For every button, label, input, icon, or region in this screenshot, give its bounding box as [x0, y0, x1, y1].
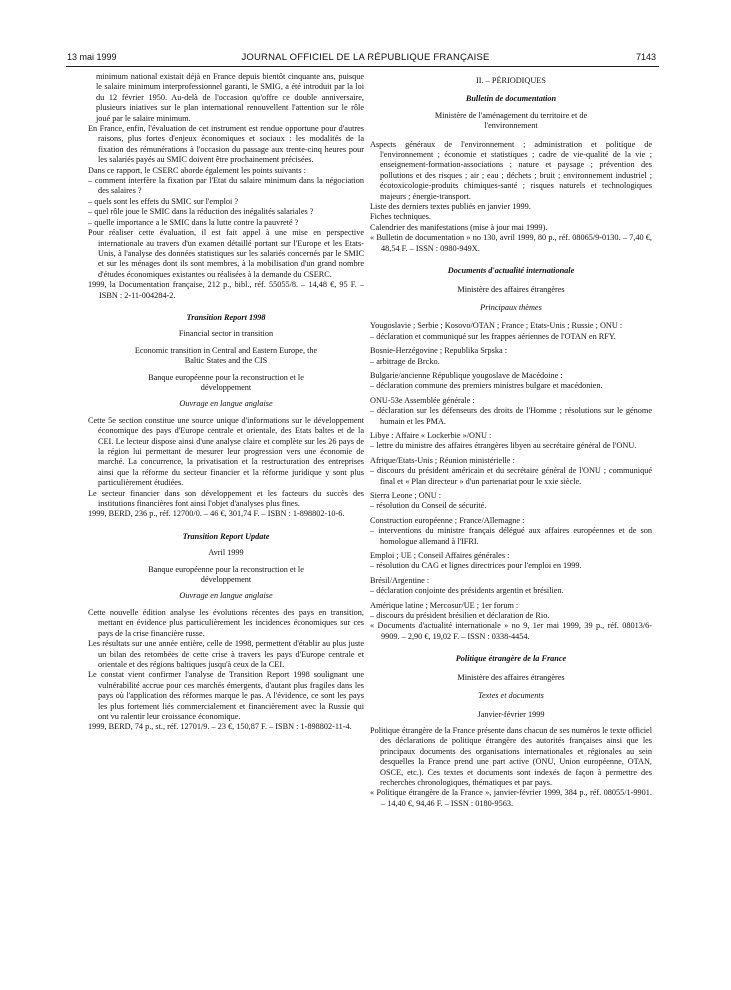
paragraph: Pour réaliser cette évaluation, il est fait appel à une mise en perspective internationale au travers d'un examen détaillé portant sur l'Europe et les Etats-Unis, à l'analyse des données statistiques sur les salariés concernés par le SMIC et sur les ménages dont ils sont membres, à la mobilisation d'un grand nombre d'études économiques existantes ou réalisées à la demande du CSERC.	[88, 228, 364, 279]
reference: « Bulletin de documentation » no 130, avril 1999, 80 p., réf. 08065/9-0130. – 7,40 €, 48,54 F. – ISSN : 0980-949X.	[370, 233, 652, 253]
themes-heading: Principaux thèmes	[480, 302, 542, 312]
language-note: Ouvrage en langue anglaise	[179, 591, 273, 601]
paragraph: Le constat vient confirmer l'analyse de Transition Report 1998 soulignant une vulnérabilité accrue pour ces marchés émergents, d'autant plus fragiles dans les pays où l'application des réformes marque le pas. A l'évidence, ce sont les pays les plus fortement liés commercialement et financièrement avec la Russie qui ont vu ralentir leur croissance économique.	[88, 670, 364, 721]
reference: « Documents d'actualité internationale » no 9, 1er mai 1999, 39 p., réf. 08013/6-9909. – 2,90 €, 19,02 F. – ISSN : 0338-4454.	[370, 621, 652, 641]
theme-item: – résolution du CAG et lignes directrices pour l'emploi en 1999.	[370, 561, 582, 571]
reference: 1999, BERD, 236 p., réf. 12700/0. – 46 €, 301,74 F. – ISBN : 1-898802-10-6.	[88, 509, 345, 519]
theme: Bosnie-Herzégovine ; Republika Srpska :	[370, 346, 508, 356]
paragraph: Cette 5e section constitue une source unique d'informations sur le développement économique des pays d'Europe centrale et orientale, des Etats baltes et de la CEI. Le lecteur dispose ainsi d'une analyse claire et complète sur les 26 pays de la région lui permettant de mesurer leur progression vers une économie de marché. La concurrence, la privatisation et la restructuration des entreprises ainsi que la réforme du secteur financier et la réforme juridique y sont plus particulièrement étudiées.	[88, 415, 364, 488]
header-date: 13 mai 1999	[67, 52, 117, 62]
publisher: Banque européenne pour la reconstruction et le développement	[148, 564, 304, 585]
question-item: – quel rôle joue le SMIC dans la réduction des inégalités salariales ?	[88, 207, 314, 217]
question-item: – comment interfère la fixation par l'Etat du salaire minimum dans la négociation des salaires ?	[88, 176, 364, 196]
theme-item: – interventions du ministre français délégué aux affaires européennes et de son homologue allemand à l'IFRI.	[370, 526, 652, 546]
theme: Construction européenne ; France/Allemagne :	[370, 515, 525, 525]
theme: Sierra Leone ; ONU :	[370, 491, 442, 500]
theme-item: – discours du président américain et du secrétaire général de l'ONU ; communiqué final et « Plan directeur » d'un partenariat pour le xxie siècle.	[370, 466, 652, 486]
theme-item: – déclaration commune des premiers ministres bulgare et macédonien.	[370, 381, 603, 391]
theme: ONU-53e Assemblée générale :	[370, 395, 475, 405]
publication-subtitle: Economic transition in Central and Eastern Europe, the Baltic States and the CIS	[134, 345, 318, 366]
publication-title: Transition Report 1998	[186, 312, 266, 322]
list-item: Liste des derniers textes publiés en janvier 1999.	[370, 202, 531, 212]
page-number: 7143	[635, 52, 656, 62]
publication-subtitle: Textes et documents	[478, 691, 544, 701]
paragraph: Cette nouvelle édition analyse les évolutions récentes des pays en transition, mettant en évidence plus particulièrement les incidences économiques sur ces pays de la crise financière russe.	[88, 607, 364, 638]
theme-item: – déclaration et communiqué sur les frappes aériennes de l'OTAN en RFY.	[370, 331, 616, 341]
section-heading: II. – PÉRIODIQUES	[476, 76, 546, 85]
theme: Libye : Affaire « Lockerbie »/ONU :	[370, 430, 492, 440]
theme: Yougoslavie ; Serbie ; Kosovo/OTAN ; France ; Etats-Unis ; Russie ; ONU :	[370, 321, 623, 331]
reference: « Politique étrangère de la France », janvier-février 1999, 384 p., réf. 08055/1-9901. – 14,40 €, 94,46 F. – ISSN : 0180-9563.	[370, 788, 652, 808]
theme-item: – discours du président brésilien et déclaration de Rio.	[370, 611, 550, 621]
left-column	[88, 72, 364, 733]
paragraph: minimum national existait déjà en France depuis bientôt cinquante ans, puisque le salaire minimum interprofessionnel garanti, le SMIG, a été introduit par la loi du 12 février 1950. Au-delà de l'occasion qu'offre ce double anniversaire, plusieurs iniatives sur le plan international renouvellent l'attention sur le rôle joué par le salaire minimum.	[96, 72, 364, 123]
publication-title: Bulletin de documentation	[465, 94, 557, 104]
header-rule	[66, 66, 659, 67]
question-item: – quels sont les effets du SMIC sur l'emploi ?	[88, 196, 239, 206]
theme-item: – arbitrage de Brcko.	[370, 356, 440, 366]
theme-item: – lettre du ministre des affaires étrangères libyen au secrétaire général de l'ONU.	[370, 441, 637, 451]
ministry: Ministère de l'aménagement du territoire et de l'environnement	[434, 110, 588, 131]
theme: Bulgarie/ancienne République yougoslave de Macédoine :	[370, 370, 563, 380]
paragraph: Dans ce rapport, le CSERC aborde également les points suivants :	[88, 165, 306, 175]
publisher: Banque européenne pour la reconstruction et le développement	[148, 372, 304, 392]
publication-date: Janvier-février 1999	[477, 709, 545, 719]
theme: Brésil/Argentine :	[370, 575, 430, 585]
language-note: Ouvrage en langue anglaise	[179, 399, 273, 409]
publication-title: Documents d'actualité internationale	[447, 266, 575, 276]
question-item: – quelle importance a le SMIC dans la lutte contre la pauvreté ?	[88, 217, 299, 227]
ministry: Ministère des affaires étrangères	[457, 284, 565, 294]
reference: 1999, BERD, 74 p., st., réf. 12701/9. – 23 €, 150,87 F. – ISBN : 1-898802-11-4.	[88, 722, 352, 732]
right-column	[370, 72, 652, 809]
reference: 1999, la Documentation française, 212 p., bibl., réf. 55055/8. – 14,48 €, 95 F. – ISBN : 2-11-004284-2.	[88, 280, 364, 300]
paragraph: Le secteur financier dans son développement et les facteurs du succès des institutions financières font ainsi l'objet d'analyses plus fines.	[88, 488, 364, 509]
theme-item: – déclaration sur les défenseurs des droits de l'Homme ; résolutions sur le génome humain et les PMA.	[370, 406, 652, 426]
paragraph: Politique étrangère de la France présente dans chacun de ses numéros le texte officiel des déclarations de politique étrangère des autorités françaises ainsi que les principaux documents des organisations internationales et régionales au sein desquelles la France prend une part active (ONU, Union européenne, OTAN, OSCE, etc.). Ces textes et documents sont indexés de façon à permettre des recherches chronologiques, thématiques et par pays.	[370, 725, 652, 787]
theme-item: – déclaration conjointe des présidents argentin et brésilien.	[370, 586, 564, 596]
theme-item: – résolution du Conseil de sécurité.	[370, 501, 487, 511]
list-item: Fiches techniques.	[370, 212, 431, 222]
list-item: Calendrier des manifestations (mise à jour mai 1999).	[370, 222, 548, 232]
theme: Emploi ; UE ; Conseil Affaires générales :	[370, 551, 510, 561]
publication-title: Politique étrangère de la France	[455, 654, 567, 664]
theme: Amérique latine ; Mercosur/UE ; 1er forum :	[370, 600, 519, 610]
theme: Afrique/Etats-Unis ; Réunion ministérielle :	[370, 455, 515, 465]
paragraph: En France, enfin, l'évaluation de cet instrument est rendue opportune pour d'autres raisons, plus fortes d'enjeux économiques et sociaux : les modalités de la fixation des rémunérations à l'occasion du passage aux trente-cinq heures pour les salariés payés au SMIC doivent être prochainement précisées.	[88, 124, 364, 165]
journal-title: JOURNAL OFFICIEL DE LA RÉPUBLIQUE FRANÇAISE	[241, 52, 490, 63]
publication-date: Avril 1999	[208, 548, 244, 558]
publication-title: Transition Report Update	[182, 531, 270, 541]
paragraph: Les résultats sur une année entière, celle de 1998, permettent d'établir au plus juste un bilan des retombées de cette crise à travers les pays d'Europe centrale et orientale et des régions baltiques jusqu'à ceux de la CEI.	[88, 639, 364, 669]
ministry: Ministère des affaires étrangères	[457, 672, 565, 682]
publication-subtitle: Financial sector in transition	[178, 329, 274, 339]
paragraph: Aspects généraux de l'environnement ; administration et politique de l'environnement ; économie et statistiques ; cadre de vie-qualité de la vie ; enseignement-formation-associations ; nature et paysage ; prévention des pollutions et des risques ; air ; eau ; déchets ; bruit ; environnement industriel ; écotoxicologie-produits chimiques-santé ; risques naturels et technologiques majeurs ; énergie-transport.	[370, 139, 652, 201]
